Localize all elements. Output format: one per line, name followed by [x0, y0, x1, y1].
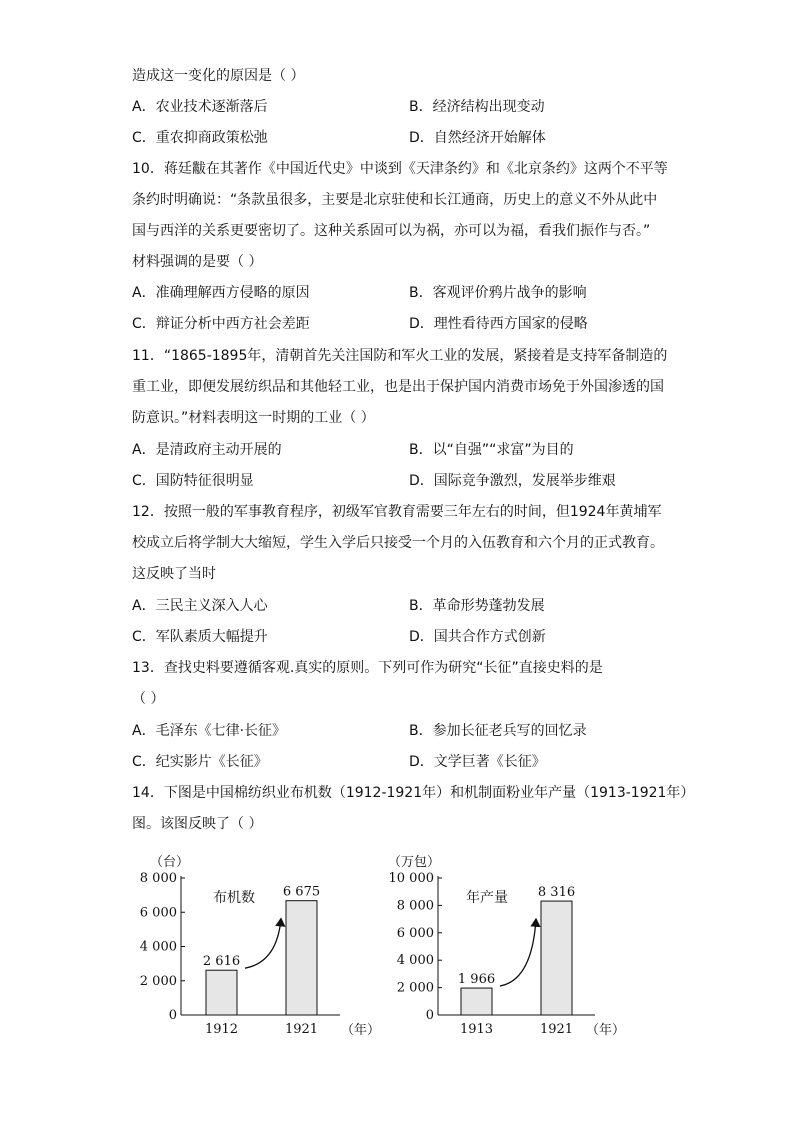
chart1-ytick-label: 8 000 — [139, 871, 177, 886]
chart1-series-label: 布机数 — [213, 890, 255, 906]
chart2-ytick-label: 6 000 — [396, 925, 434, 941]
q9-option-c[interactable]: C．重农抑商政策松弛 — [132, 130, 268, 146]
q9-option-b[interactable]: B．经济结构出现变动 — [409, 99, 545, 115]
q14-stem-line-1: 14．下图是中国棉纺织业布机数（1912-1921年）和机制面粉业年产量（1913-1921年） — [132, 785, 695, 801]
chart2-ytick-label: 0 — [425, 1008, 434, 1023]
chart2-series-label: 年产量 — [466, 890, 508, 906]
chart1-ytick-label: 2 000 — [139, 973, 177, 989]
q10-stem-line-4: 材料强调的是要（ ） — [132, 254, 263, 270]
q12-option-d[interactable]: D．国共合作方式创新 — [409, 629, 546, 645]
q12-option-a[interactable]: A．三民主义深入人心 — [132, 598, 268, 614]
q12-stem-line-1: 12．按照一般的军事教育程序，初级军官教育需要三年左右的时间，但1924年黄埔军 — [132, 504, 662, 520]
chart1-ytick-label: 6 000 — [139, 905, 177, 921]
q10-option-b[interactable]: B．客观评价鸦片战争的影响 — [409, 285, 587, 301]
q11-stem-line-1: 11．“1865-1895年，清朝首先关注国防和军火工业的发展，紧接着是支持军备制造的 — [132, 348, 668, 364]
chart2-ytick-label: 4 000 — [396, 953, 434, 969]
chart1-y-unit-label: （台） — [150, 855, 190, 870]
q9-option-a[interactable]: A．农业技术逐渐落后 — [132, 99, 268, 115]
chart2-growth-arrow — [500, 919, 536, 986]
chart1-x-unit-label: （年） — [341, 1023, 381, 1038]
q13-option-c[interactable]: C．纪实影片《长征》 — [132, 754, 268, 770]
q10-option-a[interactable]: A．准确理解西方侵略的原因 — [132, 285, 310, 301]
q9-option-d[interactable]: D．自然经济开始解体 — [409, 130, 546, 146]
chart2-category-label: 1921 — [539, 1022, 574, 1037]
q14-stem-line-2: 图。该图反映了（ ） — [132, 816, 263, 832]
q10-stem-line-2: 条约时明确说：“条款虽很多，主要是北京驻使和长江通商，历史上的意义不外从此中 — [132, 192, 658, 208]
q10-option-d[interactable]: D．理性看待西方国家的侵略 — [409, 316, 588, 332]
q12-option-b[interactable]: B．革命形势蓬勃发展 — [409, 598, 545, 614]
q13-stem-line-1: 13．查找史料要遵循客观.真实的原则。下列可作为研究“长征”直接史料的是 — [132, 660, 603, 676]
chart2-bar-value-label: 8 316 — [537, 885, 576, 901]
chart2-ytick-label: 2 000 — [396, 980, 434, 996]
q10-option-c[interactable]: C．辩证分析中西方社会差距 — [132, 316, 310, 332]
q11-stem-line-3: 防意识。”材料表明这一时期的工业（ ） — [132, 410, 375, 426]
q13-option-a[interactable]: A．毛泽东《七律·长征》 — [132, 723, 287, 739]
chart2-bar-value-label: 1 966 — [457, 972, 496, 988]
q13-stem-line-2: （ ） — [132, 691, 165, 707]
q9-stem: 造成这一变化的原因是（ ） — [132, 68, 305, 84]
q12-stem-line-2: 校成立后将学制大大缩短，学生入学后只接受一个月的入伍教育和六个月的正式教育。 — [132, 535, 664, 551]
q11-option-d[interactable]: D．国际竞争激烈，发展举步维艰 — [409, 473, 616, 489]
chart1-bar-value-label: 2 616 — [202, 954, 241, 970]
chart1-growth-arrow — [245, 919, 281, 969]
q13-option-b[interactable]: B．参加长征老兵写的回忆录 — [409, 723, 587, 739]
chart2-bar — [541, 901, 572, 1015]
q11-stem-line-2: 重工业，即便发展纺织品和其他轻工业，也是出于保护国内消费市场免于外国渗透的国 — [132, 379, 664, 395]
q11-option-c[interactable]: C．国防特征很明显 — [132, 473, 254, 489]
q10-stem-line-1: 10．蒋廷黻在其著作《中国近代史》中谈到《天津条约》和《北京条约》这两个不平等 — [132, 161, 668, 177]
q11-option-a[interactable]: A．是清政府主动开展的 — [132, 442, 282, 458]
chart2-y-unit-label: （万包） — [388, 855, 441, 870]
chart1-bar — [206, 970, 237, 1015]
chart1-category-label: 1921 — [284, 1022, 319, 1037]
chart2-ytick-label: 10 000 — [388, 871, 434, 886]
q12-stem-line-3: 这反映了当时 — [132, 566, 216, 582]
chart2-ytick-label: 8 000 — [396, 898, 434, 914]
chart2-x-unit-label: （年） — [586, 1023, 626, 1038]
q11-option-b[interactable]: B．以“自强”“求富”为目的 — [409, 442, 574, 458]
chart1-category-label: 1912 — [204, 1022, 239, 1037]
chart1-bar-value-label: 6 675 — [282, 884, 321, 900]
chart1-ytick-label: 4 000 — [139, 939, 177, 955]
chart1-bar — [286, 901, 317, 1015]
chart2-category-label: 1913 — [459, 1022, 494, 1037]
chart2-bar — [461, 988, 492, 1015]
q10-stem-line-3: 国与西洋的关系更要密切了。这种关系固可以为祸，亦可以为福，看我们振作与否。” — [132, 223, 651, 239]
q13-option-d[interactable]: D．文学巨著《长征》 — [409, 754, 546, 770]
chart1-ytick-label: 0 — [168, 1008, 177, 1023]
q12-option-c[interactable]: C．军队素质大幅提升 — [132, 629, 268, 645]
